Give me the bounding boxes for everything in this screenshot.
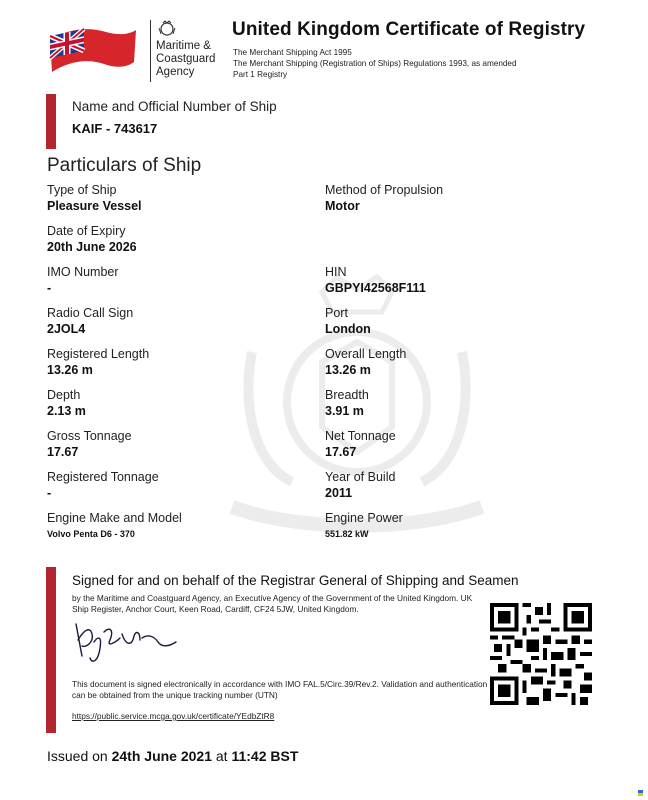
accent-bar	[46, 567, 56, 733]
issued-time: 11:42 BST	[231, 748, 299, 764]
qr-code-icon[interactable]	[490, 603, 592, 705]
field-label: Type of Ship	[47, 183, 117, 197]
agency-name: Maritime & Coastguard Agency	[156, 40, 216, 78]
agency-address: by the Maritime and Coastguard Agency, an Executive Agency of the Government of the United Kingdom. UK Ship Register, Anchor Court, Keen Road, Cardiff, CF24 5JW, United Kingdom.	[72, 593, 473, 614]
field-value: London	[325, 322, 371, 336]
red-ensign-flag-icon	[46, 22, 138, 80]
ship-name-label: Name and Official Number of Ship	[72, 99, 277, 114]
field-value: 3.91 m	[325, 404, 364, 418]
field-label: Radio Call Sign	[47, 306, 134, 320]
field-year-of-build	[325, 469, 395, 501]
field-depth	[47, 387, 86, 419]
field-value: Pleasure Vessel	[47, 199, 142, 213]
field-value: GBPYI42568F111	[325, 281, 426, 295]
field-net-tonnage	[325, 428, 396, 460]
particulars-title: Particulars of Ship	[47, 155, 202, 176]
field-value: 13.26 m	[47, 363, 93, 377]
field-engine-power	[325, 510, 403, 542]
field-value: 13.26 m	[325, 363, 371, 377]
field-overall-length	[325, 346, 406, 378]
accent-bar	[46, 94, 56, 149]
field-value: Motor	[325, 199, 360, 213]
field-value: -	[47, 281, 52, 295]
certificate-link[interactable]: https://public.service.mcga.gov.uk/certificate/YEdbZtR8	[72, 711, 275, 721]
field-radio-call-sign	[47, 305, 133, 337]
field-label: Overall Length	[325, 347, 407, 361]
royal-crest-icon	[157, 20, 177, 38]
ship-name-value: KAIF - 743617	[72, 121, 158, 136]
issued-at: at	[215, 748, 228, 764]
field-hin	[325, 264, 426, 296]
field-label: Gross Tonnage	[47, 429, 132, 443]
field-value: 17.67	[47, 445, 79, 459]
field-label: Date of Expiry	[47, 224, 126, 238]
agency-divider	[150, 20, 151, 82]
field-value: 17.67	[325, 445, 357, 459]
field-label: Port	[325, 306, 348, 320]
field-label: Net Tonnage	[325, 429, 396, 443]
certificate-subtitle: The Merchant Shipping Act 1995 The Merchant Shipping (Registration of Ships) Regulations 1993, as amended Part 1 Registry	[233, 48, 517, 79]
field-registered-length	[47, 346, 149, 378]
field-method-of-propulsion	[325, 182, 443, 214]
issued-statement	[47, 748, 298, 764]
field-label: Method of Propulsion	[325, 183, 444, 197]
field-breadth	[325, 387, 369, 419]
field-label: IMO Number	[47, 265, 119, 279]
field-label: Registered Length	[47, 347, 150, 361]
field-label: HIN	[325, 265, 347, 279]
field-label: Engine Power	[325, 511, 403, 525]
field-port	[325, 305, 371, 337]
field-value: 20th June 2026	[47, 240, 137, 254]
field-engine-make-and-model	[47, 510, 182, 542]
field-label: Year of Build	[325, 470, 396, 484]
issued-date: 24th June 2021	[111, 748, 212, 764]
corner-mark-icon	[638, 790, 643, 796]
field-type-of-ship	[47, 182, 142, 214]
signature-heading: Signed for and on behalf of the Registrar General of Shipping and Seamen	[72, 573, 519, 588]
field-registered-tonnage	[47, 469, 159, 501]
handwritten-signature	[70, 612, 180, 667]
certificate-title: United Kingdom Certificate of Registry	[232, 19, 586, 40]
field-label: Engine Make and Model	[47, 511, 182, 525]
field-imo-number	[47, 264, 119, 296]
field-value: 2JOL4	[47, 322, 86, 336]
field-value: -	[47, 486, 52, 500]
field-value: 2011	[325, 486, 353, 500]
legal-notice: This document is signed electronically in accordance with IMO FAL.5/Circ.39/Rev.2. Validation and authentication can be obtained from the unique tracking number (UTN)	[72, 679, 488, 700]
field-label: Registered Tonnage	[47, 470, 159, 484]
issued-prefix: Issued on	[47, 748, 108, 764]
field-value: 551.82 kW	[325, 529, 369, 539]
field-gross-tonnage	[47, 428, 132, 460]
field-date-of-expiry	[47, 223, 137, 255]
field-value: 2.13 m	[47, 404, 86, 418]
field-label: Breadth	[325, 388, 369, 402]
field-value: Volvo Penta D6 - 370	[47, 529, 135, 539]
field-label: Depth	[47, 388, 81, 402]
